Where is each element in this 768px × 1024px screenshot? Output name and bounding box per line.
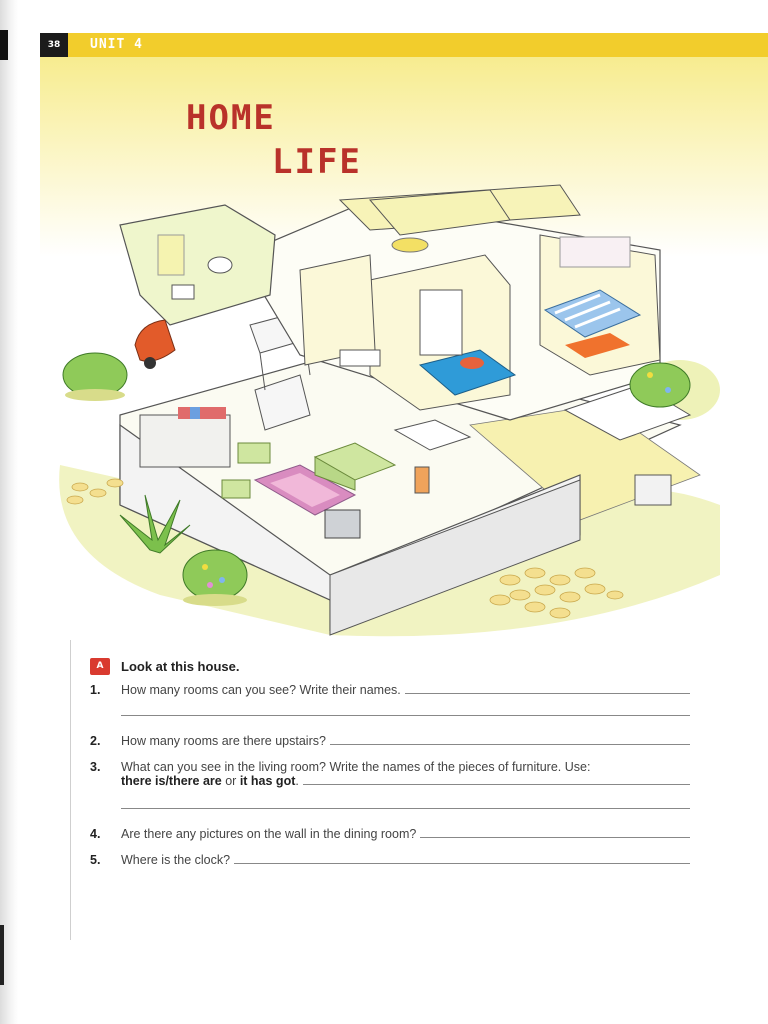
armchair (238, 443, 270, 463)
picture-frame (415, 467, 429, 493)
question-3 (90, 760, 690, 809)
question-number: 5. (90, 853, 101, 867)
question-4 (90, 827, 690, 841)
question-text: Where is the clock? (121, 853, 231, 867)
answer-line[interactable] (330, 743, 690, 745)
bush-left (63, 353, 127, 401)
answer-line[interactable] (420, 836, 690, 838)
header-band (40, 33, 768, 57)
page-number: 38 (40, 33, 68, 57)
question-number: 2. (90, 734, 101, 748)
question-bold-phrase: there is/there are (121, 774, 222, 788)
question-number: 3. (90, 760, 101, 774)
question-text: How many rooms can you see? Write their names. (121, 683, 401, 697)
question-end: . (295, 774, 299, 788)
question-text: What can you see in the living room? Write the names of the pieces of furniture. Use: (121, 760, 591, 774)
unit-label: UNIT 4 (90, 37, 143, 52)
television (325, 510, 360, 538)
exercise-badge: A (90, 658, 110, 675)
flower-bush (183, 550, 247, 606)
binding-mark (0, 30, 8, 60)
question-5 (90, 853, 690, 867)
answer-line[interactable] (234, 862, 690, 864)
question-text: Are there any pictures on the wall in the dining room? (121, 827, 417, 841)
margin-rule (70, 640, 71, 940)
answer-line-extra[interactable] (121, 794, 690, 809)
answer-line[interactable] (303, 783, 690, 785)
question-2 (90, 734, 690, 748)
question-text: How many rooms are there upstairs? (121, 734, 326, 748)
question-bold-phrase-2: it has got (239, 774, 296, 788)
exercise-header (90, 655, 690, 677)
washbasin (172, 285, 194, 299)
wardrobe (420, 290, 462, 355)
answer-line-extra[interactable] (121, 701, 690, 716)
title-line-1: HOME (186, 98, 276, 138)
armchair-2 (222, 480, 250, 498)
car-icon (135, 320, 175, 369)
curtains (560, 237, 630, 267)
binding-mark-lower (0, 925, 4, 985)
question-connector: or (221, 774, 240, 788)
toilet (208, 257, 232, 273)
yellow-bed (392, 238, 428, 252)
exercise-instruction: Look at this house. (121, 658, 240, 674)
cooker (635, 475, 671, 505)
title-line-2: LIFE (272, 142, 362, 182)
desk (340, 350, 380, 366)
question-1 (90, 683, 690, 716)
page-edge (0, 0, 18, 1024)
study-room (300, 255, 375, 365)
house-cutaway-illustration (40, 175, 730, 645)
exercise-section (90, 655, 690, 867)
bush-right (630, 363, 690, 407)
question-number: 1. (90, 683, 101, 697)
bathroom (120, 205, 275, 325)
bookshelf (140, 415, 230, 467)
question-number: 4. (90, 827, 101, 841)
shower-curtain (158, 235, 184, 275)
answer-line[interactable] (405, 692, 690, 694)
